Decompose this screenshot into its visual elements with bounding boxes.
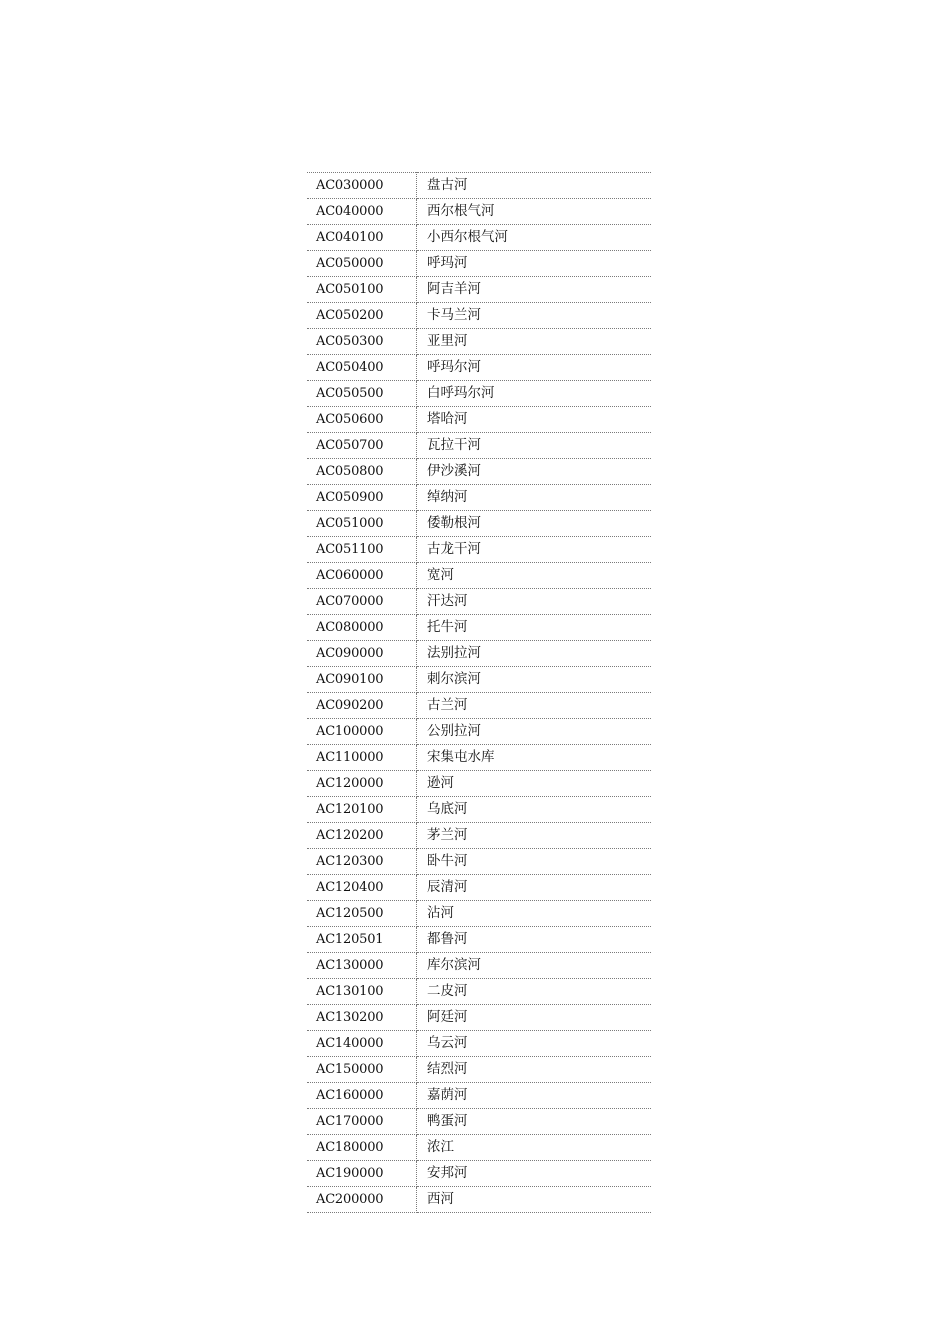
river-name-cell: 公别拉河 [417,719,652,745]
river-code-cell: AC050300 [307,329,417,355]
river-code-cell: AC050000 [307,251,417,277]
table-row [307,225,651,251]
river-name-cell: 结烈河 [417,1057,652,1083]
table-row [307,667,651,693]
river-name-cell: 盘古河 [417,173,652,199]
river-name-cell: 宋集屯水库 [417,745,652,771]
table-row [307,771,651,797]
river-name-cell: 呼玛尔河 [417,355,652,381]
table-row [307,277,651,303]
river-code-cell: AC051100 [307,537,417,563]
table-row [307,511,651,537]
river-name-cell: 小西尔根气河 [417,225,652,251]
table-row [307,1187,651,1213]
river-name-cell: 西河 [417,1187,652,1213]
river-name-cell: 古兰河 [417,693,652,719]
river-code-cell: AC050800 [307,459,417,485]
river-code-cell: AC120501 [307,927,417,953]
river-code-cell: AC050100 [307,277,417,303]
river-name-cell: 宽河 [417,563,652,589]
river-name-cell: 刺尔滨河 [417,667,652,693]
river-code-cell: AC120500 [307,901,417,927]
river-code-cell: AC090200 [307,693,417,719]
river-code-cell: AC180000 [307,1135,417,1161]
river-code-cell: AC150000 [307,1057,417,1083]
river-name-cell: 二皮河 [417,979,652,1005]
river-code-cell: AC170000 [307,1109,417,1135]
river-name-cell: 嘉荫河 [417,1083,652,1109]
river-code-cell: AC120400 [307,875,417,901]
river-code-cell: AC100000 [307,719,417,745]
river-name-cell: 鸭蛋河 [417,1109,652,1135]
table-row [307,537,651,563]
river-code-table [307,172,651,1213]
river-code-cell: AC130200 [307,1005,417,1031]
table-row [307,199,651,225]
river-code-cell: AC200000 [307,1187,417,1213]
river-name-cell: 乌底河 [417,797,652,823]
river-code-cell: AC120000 [307,771,417,797]
table-row [307,641,651,667]
table-row [307,1083,651,1109]
river-code-cell: AC140000 [307,1031,417,1057]
table-row [307,563,651,589]
river-name-cell: 绰纳河 [417,485,652,511]
river-code-cell: AC050400 [307,355,417,381]
river-code-cell: AC190000 [307,1161,417,1187]
river-name-cell: 西尔根气河 [417,199,652,225]
river-code-cell: AC040100 [307,225,417,251]
river-name-cell: 阿吉羊河 [417,277,652,303]
river-code-cell: AC051000 [307,511,417,537]
table-row [307,433,651,459]
river-name-cell: 库尔滨河 [417,953,652,979]
river-code-cell: AC050900 [307,485,417,511]
table-row [307,251,651,277]
river-code-cell: AC110000 [307,745,417,771]
river-name-cell: 阿廷河 [417,1005,652,1031]
table-row [307,459,651,485]
table-row [307,173,651,199]
river-name-cell: 沾河 [417,901,652,927]
river-name-cell: 安邦河 [417,1161,652,1187]
river-name-cell: 古龙干河 [417,537,652,563]
table-row [307,693,651,719]
river-name-cell: 白呼玛尔河 [417,381,652,407]
river-name-cell: 浓江 [417,1135,652,1161]
table-row [307,615,651,641]
table-row [307,1161,651,1187]
river-code-cell: AC050600 [307,407,417,433]
river-name-cell: 呼玛河 [417,251,652,277]
table-row [307,719,651,745]
river-code-cell: AC120200 [307,823,417,849]
river-code-cell: AC050500 [307,381,417,407]
river-code-cell: AC070000 [307,589,417,615]
river-code-cell: AC040000 [307,199,417,225]
river-name-cell: 法别拉河 [417,641,652,667]
table-row [307,875,651,901]
table-row [307,381,651,407]
river-name-cell: 瓦拉干河 [417,433,652,459]
river-code-cell: AC030000 [307,173,417,199]
river-code-cell: AC130100 [307,979,417,1005]
river-name-cell: 茅兰河 [417,823,652,849]
river-code-cell: AC090100 [307,667,417,693]
table-row [307,589,651,615]
table-row [307,303,651,329]
table-row [307,1031,651,1057]
table-row [307,1005,651,1031]
table-row [307,953,651,979]
table-row [307,485,651,511]
river-name-cell: 乌云河 [417,1031,652,1057]
river-name-cell: 卧牛河 [417,849,652,875]
river-name-cell: 塔哈河 [417,407,652,433]
river-code-cell: AC050700 [307,433,417,459]
table-row [307,745,651,771]
river-code-cell: AC060000 [307,563,417,589]
river-code-cell: AC120100 [307,797,417,823]
table-row [307,407,651,433]
table-row [307,927,651,953]
river-name-cell: 逊河 [417,771,652,797]
river-name-cell: 亚里河 [417,329,652,355]
table-row [307,823,651,849]
table-row [307,901,651,927]
table-row [307,849,651,875]
table-row [307,1135,651,1161]
table-row [307,979,651,1005]
table-row [307,329,651,355]
river-code-cell: AC080000 [307,615,417,641]
river-code-cell: AC120300 [307,849,417,875]
table-row [307,797,651,823]
table-body [307,173,651,1213]
river-name-cell: 托牛河 [417,615,652,641]
river-name-cell: 都鲁河 [417,927,652,953]
river-name-cell: 汗达河 [417,589,652,615]
table-row [307,355,651,381]
river-name-cell: 辰清河 [417,875,652,901]
table-row [307,1057,651,1083]
river-code-cell: AC160000 [307,1083,417,1109]
river-name-cell: 卡马兰河 [417,303,652,329]
river-code-cell: AC090000 [307,641,417,667]
river-code-cell: AC130000 [307,953,417,979]
table-row [307,1109,651,1135]
river-name-cell: 伊沙溪河 [417,459,652,485]
river-code-cell: AC050200 [307,303,417,329]
river-name-cell: 倭勒根河 [417,511,652,537]
